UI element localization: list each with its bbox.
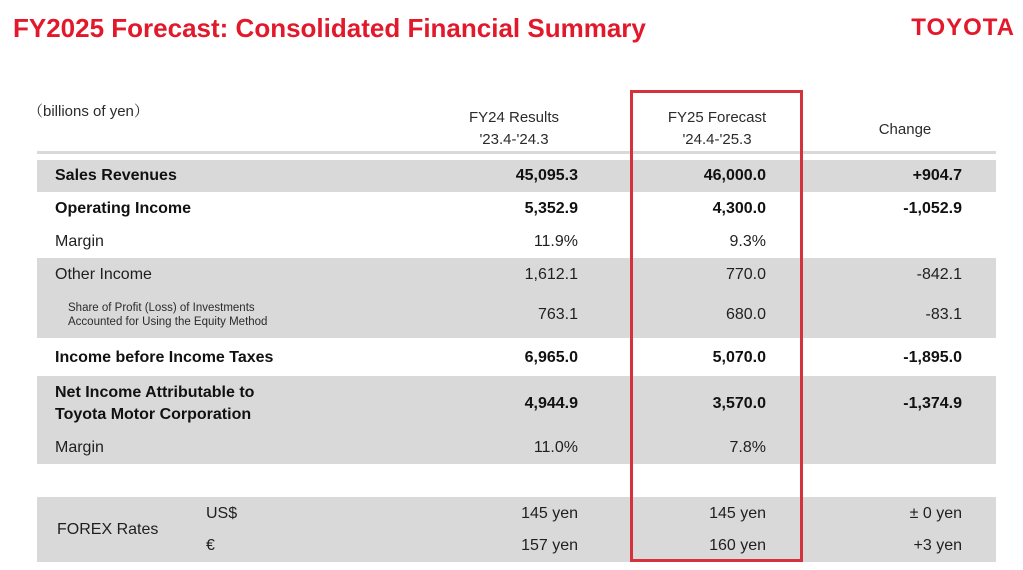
fy25-value: 680.0 (725, 306, 766, 323)
forex-rates-label: FOREX Rates (57, 520, 159, 538)
row-sales-revenues (37, 160, 996, 192)
fy25-value: 5,070.0 (712, 349, 766, 366)
row-label (37, 301, 382, 329)
row-label: Operating Income (55, 200, 192, 217)
fy24-value: 5,352.9 (524, 200, 578, 217)
row-income-before-taxes (37, 342, 996, 374)
row-label-line2: Accounted for Using the Equity Method (68, 316, 268, 328)
row-equity-method (37, 292, 996, 338)
column-header-fy25-line1: FY25 Forecast (667, 109, 767, 126)
toyota-logo: TOYOTA (911, 14, 1015, 41)
fy25-value: 46,000.0 (703, 167, 766, 184)
change-value: ± 0 yen (909, 504, 962, 522)
column-header-fy25 (637, 107, 797, 151)
fy24-value: 11.0% (533, 439, 578, 456)
page-title: FY2025 Forecast: Consolidated Financial Summary (13, 13, 646, 43)
row-label: Margin (55, 233, 104, 250)
row-label: Other Income (55, 266, 152, 283)
row-label-line2: Toyota Motor Corporation (55, 406, 252, 423)
band-forex-rates (37, 497, 996, 562)
fy24-value: 1,612.1 (524, 266, 578, 283)
fy25-value: 4,300.0 (712, 200, 766, 217)
column-header-fy24-line2: '23.4-'24.3 (479, 131, 549, 148)
row-label-line1: Share of Profit (Loss) of Investments (68, 302, 255, 314)
row-operating-income (37, 192, 996, 226)
fy24-value: 145 yen (521, 504, 578, 522)
change-value: +904.7 (912, 167, 962, 184)
change-value: -83.1 (925, 306, 962, 323)
row-label: Income before Income Taxes (55, 349, 274, 366)
unit-label: （billions of yen） (28, 103, 149, 120)
fy25-value: 7.8% (729, 439, 766, 456)
column-header-fy24 (434, 107, 594, 151)
currency-label-eur: € (206, 537, 215, 554)
fy25-value: 9.3% (729, 233, 766, 250)
row-forex-usd (37, 497, 996, 530)
fy24-value: 4,944.9 (524, 395, 578, 412)
fy24-value: 157 yen (521, 537, 578, 554)
column-header-fy25-line2: '24.4-'25.3 (682, 131, 752, 148)
row-net-margin (37, 432, 996, 464)
fy24-value: 45,095.3 (515, 167, 578, 184)
change-value: -1,895.0 (903, 349, 962, 366)
fy25-value: 160 yen (709, 537, 766, 554)
row-label-line1: Net Income Attributable to (55, 384, 255, 401)
column-header-fy24-line1: FY24 Results (468, 109, 560, 126)
row-other-income (37, 258, 996, 292)
row-net-income (37, 376, 996, 432)
change-value: -1,052.9 (903, 200, 962, 217)
row-operating-margin (37, 226, 996, 258)
fy24-value: 763.1 (537, 306, 578, 323)
fy25-value: 3,570.0 (712, 395, 766, 412)
fy24-value: 11.9% (533, 233, 578, 250)
band-net-income (37, 376, 996, 464)
row-label (37, 382, 382, 426)
band-other-income (37, 258, 996, 338)
row-label: Margin (55, 439, 104, 456)
header-divider (37, 151, 996, 154)
change-value: -1,374.9 (903, 395, 962, 412)
change-value: +3 yen (913, 537, 962, 554)
currency-label-usd: US$ (206, 504, 238, 522)
row-forex-eur (37, 530, 996, 562)
row-label: Sales Revenues (55, 167, 177, 184)
column-header-change: Change (878, 121, 932, 138)
fy25-value: 770.0 (725, 266, 766, 283)
fy24-value: 6,965.0 (524, 349, 578, 366)
fy25-value: 145 yen (709, 504, 766, 522)
change-value: -842.1 (916, 266, 962, 283)
